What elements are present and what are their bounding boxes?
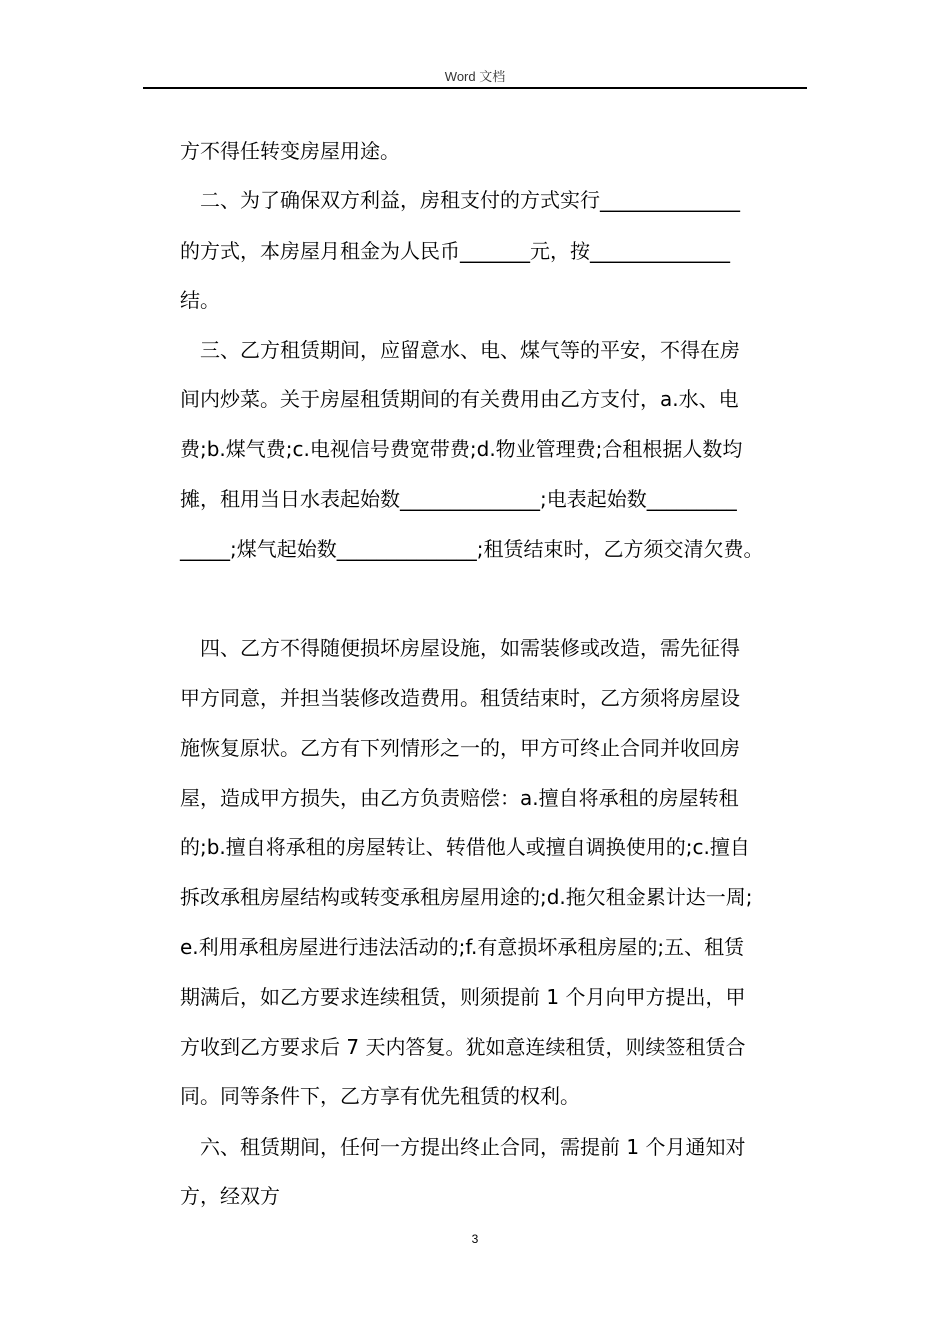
text-line: 方不得任转变房屋用途。: [180, 139, 400, 163]
text-line: 间内炒菜。关于房屋租赁期间的有关费用由乙方支付，a.水、电: [180, 387, 739, 411]
text-line: 施恢复原状。乙方有下列情形之一的，甲方可终止合同并收回房: [180, 736, 740, 760]
text-line: 屋，造成甲方损失，由乙方负责赔偿：a.擅自将承租的房屋转租: [180, 786, 739, 810]
text-line: 四、乙方不得随便损坏房屋设施，如需装修或改造，需先征得: [200, 636, 740, 660]
text-line: 摊，租用当日水表起始数______________;电表起始数_________: [180, 487, 737, 511]
text-line: 同。同等条件下，乙方享有优先租赁的权利。: [180, 1084, 580, 1108]
text-line: 拆改承租房屋结构或转变承租房屋用途的;d.拖欠租金累计达一周;: [180, 885, 753, 909]
page-number: 3: [471, 1232, 479, 1246]
text-line: 方收到乙方要求后 7 天内答复。犹如意连续租赁，则续签租赁合: [180, 1035, 746, 1059]
text-line: 期满后，如乙方要求连续租赁，则须提前 1 个月向甲方提出，甲: [180, 985, 746, 1009]
text-line: 的方式，本房屋月租金为人民币_______元，按______________: [180, 239, 730, 263]
text-line: 三、乙方租赁期间，应留意水、电、煤气等的平安，不得在房: [200, 338, 740, 362]
text-line: e.利用承租房屋进行违法活动的;f.有意损坏承租房屋的;五、租赁: [180, 935, 745, 959]
text-line: 六、租赁期间，任何一方提出终止合同，需提前 1 个月通知对: [200, 1135, 746, 1159]
document-header-title: Word 文档: [444, 69, 506, 84]
header-divider: [143, 87, 807, 89]
text-line: 方，经双方: [180, 1184, 280, 1208]
text-line: 甲方同意，并担当装修改造费用。租赁结束时，乙方须将房屋设: [180, 686, 740, 710]
text-line: 结。: [180, 288, 220, 312]
text-line: 二、为了确保双方利益，房租支付的方式实行______________: [200, 188, 740, 212]
text-line: 的;b.擅自将承租的房屋转让、转借他人或擅自调换使用的;c.擅自: [180, 835, 750, 859]
text-line: _____;煤气起始数______________;租赁结束时，乙方须交清欠费。: [180, 537, 764, 561]
text-line: 费;b.煤气费;c.电视信号费宽带费;d.物业管理费;合租根据人数均: [180, 437, 743, 461]
